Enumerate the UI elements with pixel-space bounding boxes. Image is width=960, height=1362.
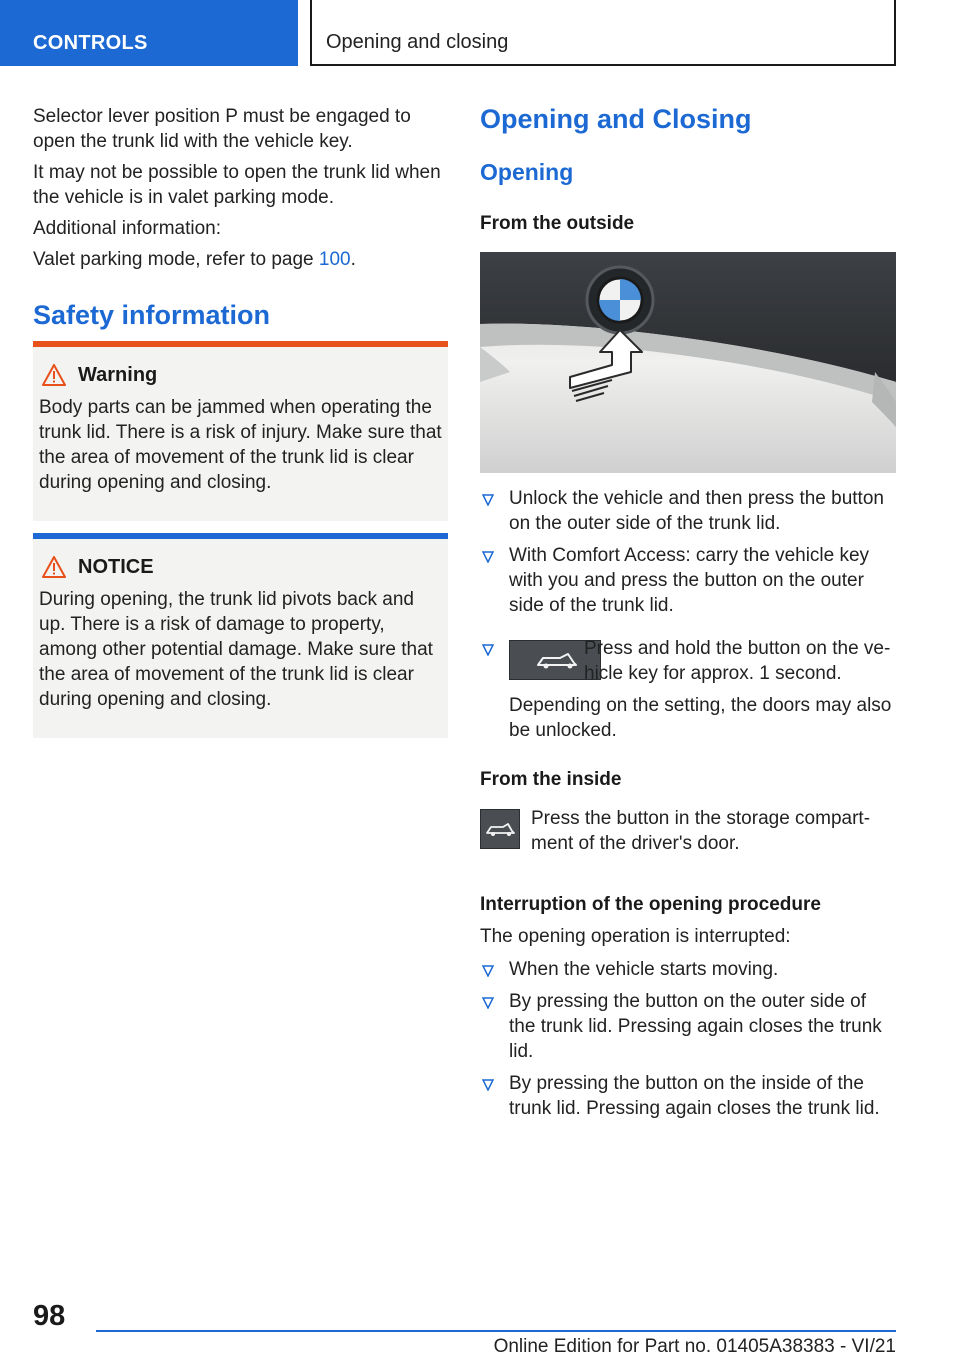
intro-paragraph: Additional information: — [33, 218, 221, 239]
notice-box — [33, 533, 448, 738]
warning-title-text: Warning — [78, 364, 158, 386]
step-text: Unlock the vehicle and then press the button on the outer side of the trunk lid. — [509, 488, 884, 534]
list-item — [480, 486, 896, 536]
outside-steps — [480, 486, 896, 625]
safety-heading: Safety information — [33, 300, 271, 330]
from-outside-heading: From the outside — [480, 213, 635, 234]
trunk-lid-illustration — [480, 252, 896, 473]
page-number: 98 — [33, 1300, 66, 1332]
topic-tab: Opening and closing — [310, 0, 896, 66]
inside-text: Press the button in the storage compartment of the driver's door. — [531, 808, 871, 854]
door-trunk-button-icon — [480, 809, 520, 849]
valet-reference — [33, 247, 448, 272]
warning-triangle-icon — [42, 364, 66, 386]
step-text: With Comfort Access: carry the vehicle key with you and press the button on the outer side of the trunk lid. — [509, 545, 870, 616]
intro-paragraph: Selector lever position P must be engaged to open the trunk lid with the vehicle key. — [33, 106, 411, 152]
bullet-triangle-icon — [482, 551, 494, 563]
notice-title-text: NOTICE — [78, 556, 154, 578]
footer-divider — [96, 1330, 896, 1332]
bullet-triangle-icon — [482, 1079, 494, 1091]
notice-triangle-icon — [42, 556, 66, 578]
interruption-heading: Interruption of the opening procedure — [480, 894, 821, 915]
key-note: Depending on the setting, the doors may also be unlocked. — [509, 695, 892, 741]
bullet-triangle-icon — [482, 997, 494, 1009]
list-item — [480, 989, 896, 1064]
interruption-intro: The opening operation is interrupted: — [480, 926, 791, 947]
notice-bar — [33, 533, 448, 539]
list-item — [480, 957, 896, 982]
valet-suffix: . — [350, 249, 356, 270]
key-step-text: Press and hold the button on the vehicle key for approx. 1 second. — [584, 638, 891, 684]
step-text: By pressing the button on the outer side of the trunk lid. Pressing again closes the trunk lid. — [509, 991, 882, 1062]
opening-subheading: Opening — [480, 159, 574, 185]
section-tab: CONTROLS — [0, 0, 298, 66]
left-intro — [33, 104, 448, 278]
warning-title — [39, 363, 442, 387]
notice-text: During opening, the trunk lid pivots back and up. There is a risk of damage to property, among other potential damage. Make sure that the area of movement of the trunk lid is clear during opening and closing. — [39, 589, 433, 710]
notice-title — [39, 555, 442, 579]
opening-closing-heading: Opening and Closing — [480, 104, 752, 134]
bullet-triangle-icon — [482, 644, 494, 656]
bullet-triangle-icon — [482, 965, 494, 977]
intro-paragraph: It may not be possible to open the trunk lid when the vehicle is in valet parking mode. — [33, 162, 441, 208]
valet-prefix: Valet parking mode, refer to page — [33, 249, 319, 270]
step-text: By pressing the button on the inside of the trunk lid. Pressing again closes the trunk lid. — [509, 1073, 880, 1119]
interruption-steps — [480, 957, 896, 1128]
list-item — [480, 1071, 896, 1121]
warning-box — [33, 341, 448, 521]
list-item — [480, 543, 896, 618]
warning-bar — [33, 341, 448, 347]
footer-edition: Online Edition for Part no. 01405A38383 - VI/21 — [493, 1336, 896, 1357]
bullet-triangle-icon — [482, 494, 494, 506]
step-text: When the vehicle starts moving. — [509, 959, 779, 980]
page-link[interactable]: 100 — [318, 249, 351, 270]
warning-text: Body parts can be jammed when operating the trunk lid. There is a risk of injury. Make sure that the area of movement of the trunk lid is clear during opening and closing. — [39, 397, 442, 493]
trunk-button-photo — [480, 252, 896, 473]
from-inside-heading: From the inside — [480, 769, 622, 790]
